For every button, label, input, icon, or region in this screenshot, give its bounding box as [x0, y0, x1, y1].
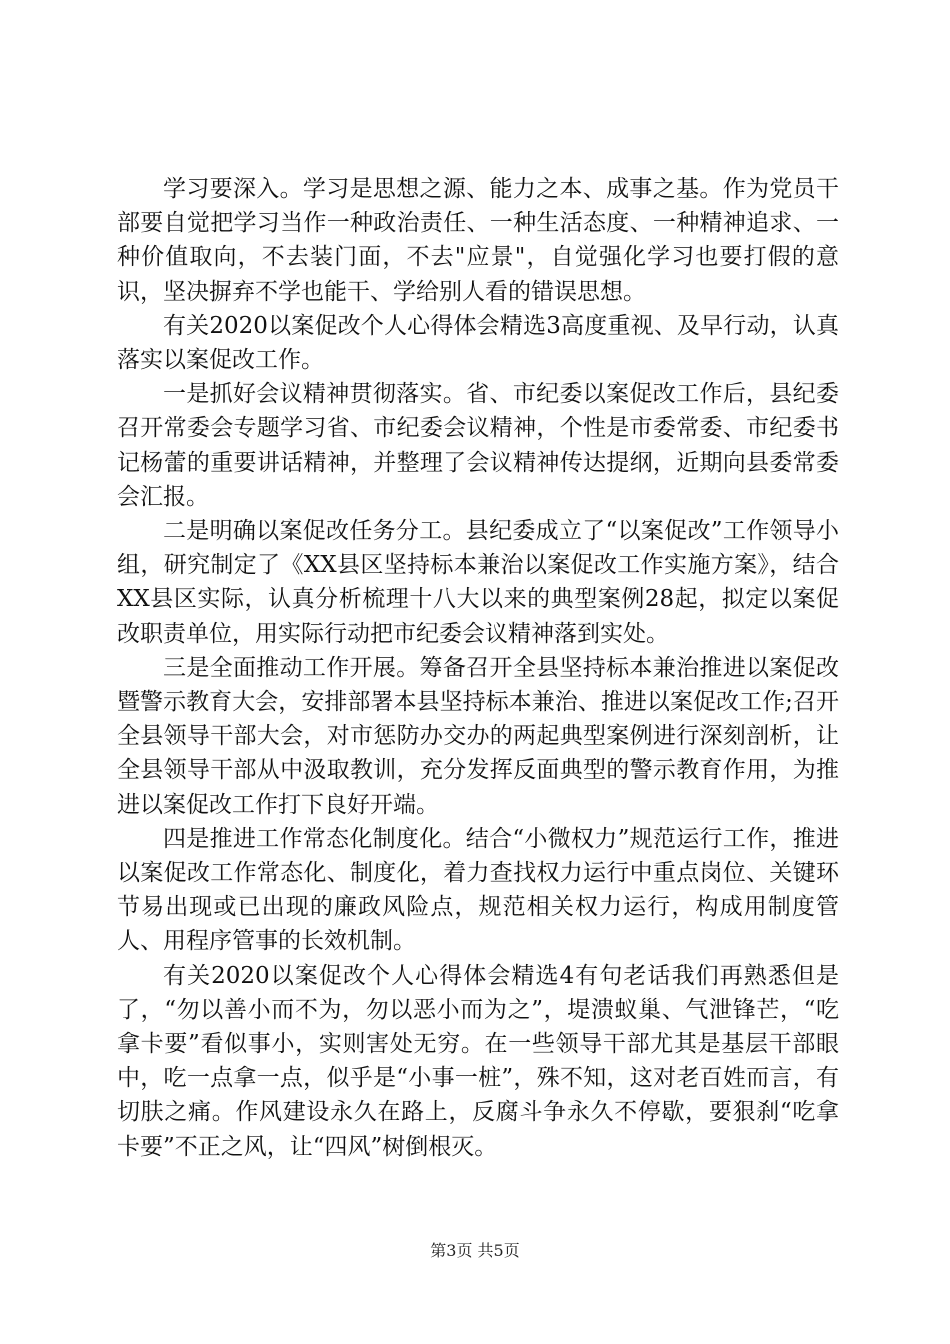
document-body [117, 172, 839, 1164]
paragraph-point-one: 一是抓好会议精神贯彻落实。省、市纪委以案促改工作后，县纪委召开常委会专题学习省、市纪委会议精神，个性是市委常委、市纪委书记杨蕾的重要讲话精神，并整理了会议精神传达提纲，近期向县委常委会汇报。 [117, 381, 839, 510]
paragraph-essay-3-intro: 有关2020以案促改个人心得体会精选3高度重视、及早行动，认真落实以案促改工作。 [117, 312, 839, 374]
page-number-footer: 第3页 共5页 [430, 1241, 520, 1260]
paragraph-point-four: 四是推进工作常态化制度化。结合“小微权力”规范运行工作，推进以案促改工作常态化、制度化，着力查找权力运行中重点岗位、关键环节易出现或已出现的廉政风险点，规范相关权力运行，构成用制度管人、用程序管事的长效机制。 [117, 825, 839, 955]
paragraph-essay-4: 有关2020以案促改个人心得体会精选4有句老话我们再熟悉但是了，“勿以善小而不为，勿以恶小而为之”，堤溃蚁巢、气泄锋芒，“吃拿卡要”看似事小，实则害处无穷。在一些领导干部尤其是基层干部眼中，吃一点拿一点，似乎是“小事一桩”，殊不知，这对老百姓而言，有切肤之痛。作风建设永久在路上，反腐斗争永久不停歇，要狠刹“吃拿卡要”不正之风，让“四风”树倒根灭。 [117, 962, 839, 1160]
paragraph-study: 学习要深入。学习是思想之源、能力之本、成事之基。作为党员干部要自觉把学习当作一种政治责任、一种生活态度、一种精神追求、一种价值取向，不去装门面，不去"应景"，自觉强化学习也要打假的意识，坚决摒弃不学也能干、学给别人看的错误思想。 [117, 176, 839, 305]
paragraph-point-three: 三是全面推动工作开展。筹备召开全县坚持标本兼治推进以案促改暨警示教育大会，安排部署本县坚持标本兼治、推进以案促改工作;召开全县领导干部大会，对市惩防办交办的两起典型案例进行深刻剖析，让全县领导干部从中汲取教训，充分发挥反面典型的警示教育作用，为推进以案促改工作打下良好开端。 [117, 654, 839, 818]
paragraph-point-two: 二是明确以案促改任务分工。县纪委成立了“以案促改”工作领导小组，研究制定了《XX县区坚持标本兼治以案促改工作实施方案》，结合XX县区实际，认真分析梳理十八大以来的典型案例28起，拟定以案促改职责单位，用实际行动把市纪委会议精神落到实处。 [117, 518, 839, 647]
